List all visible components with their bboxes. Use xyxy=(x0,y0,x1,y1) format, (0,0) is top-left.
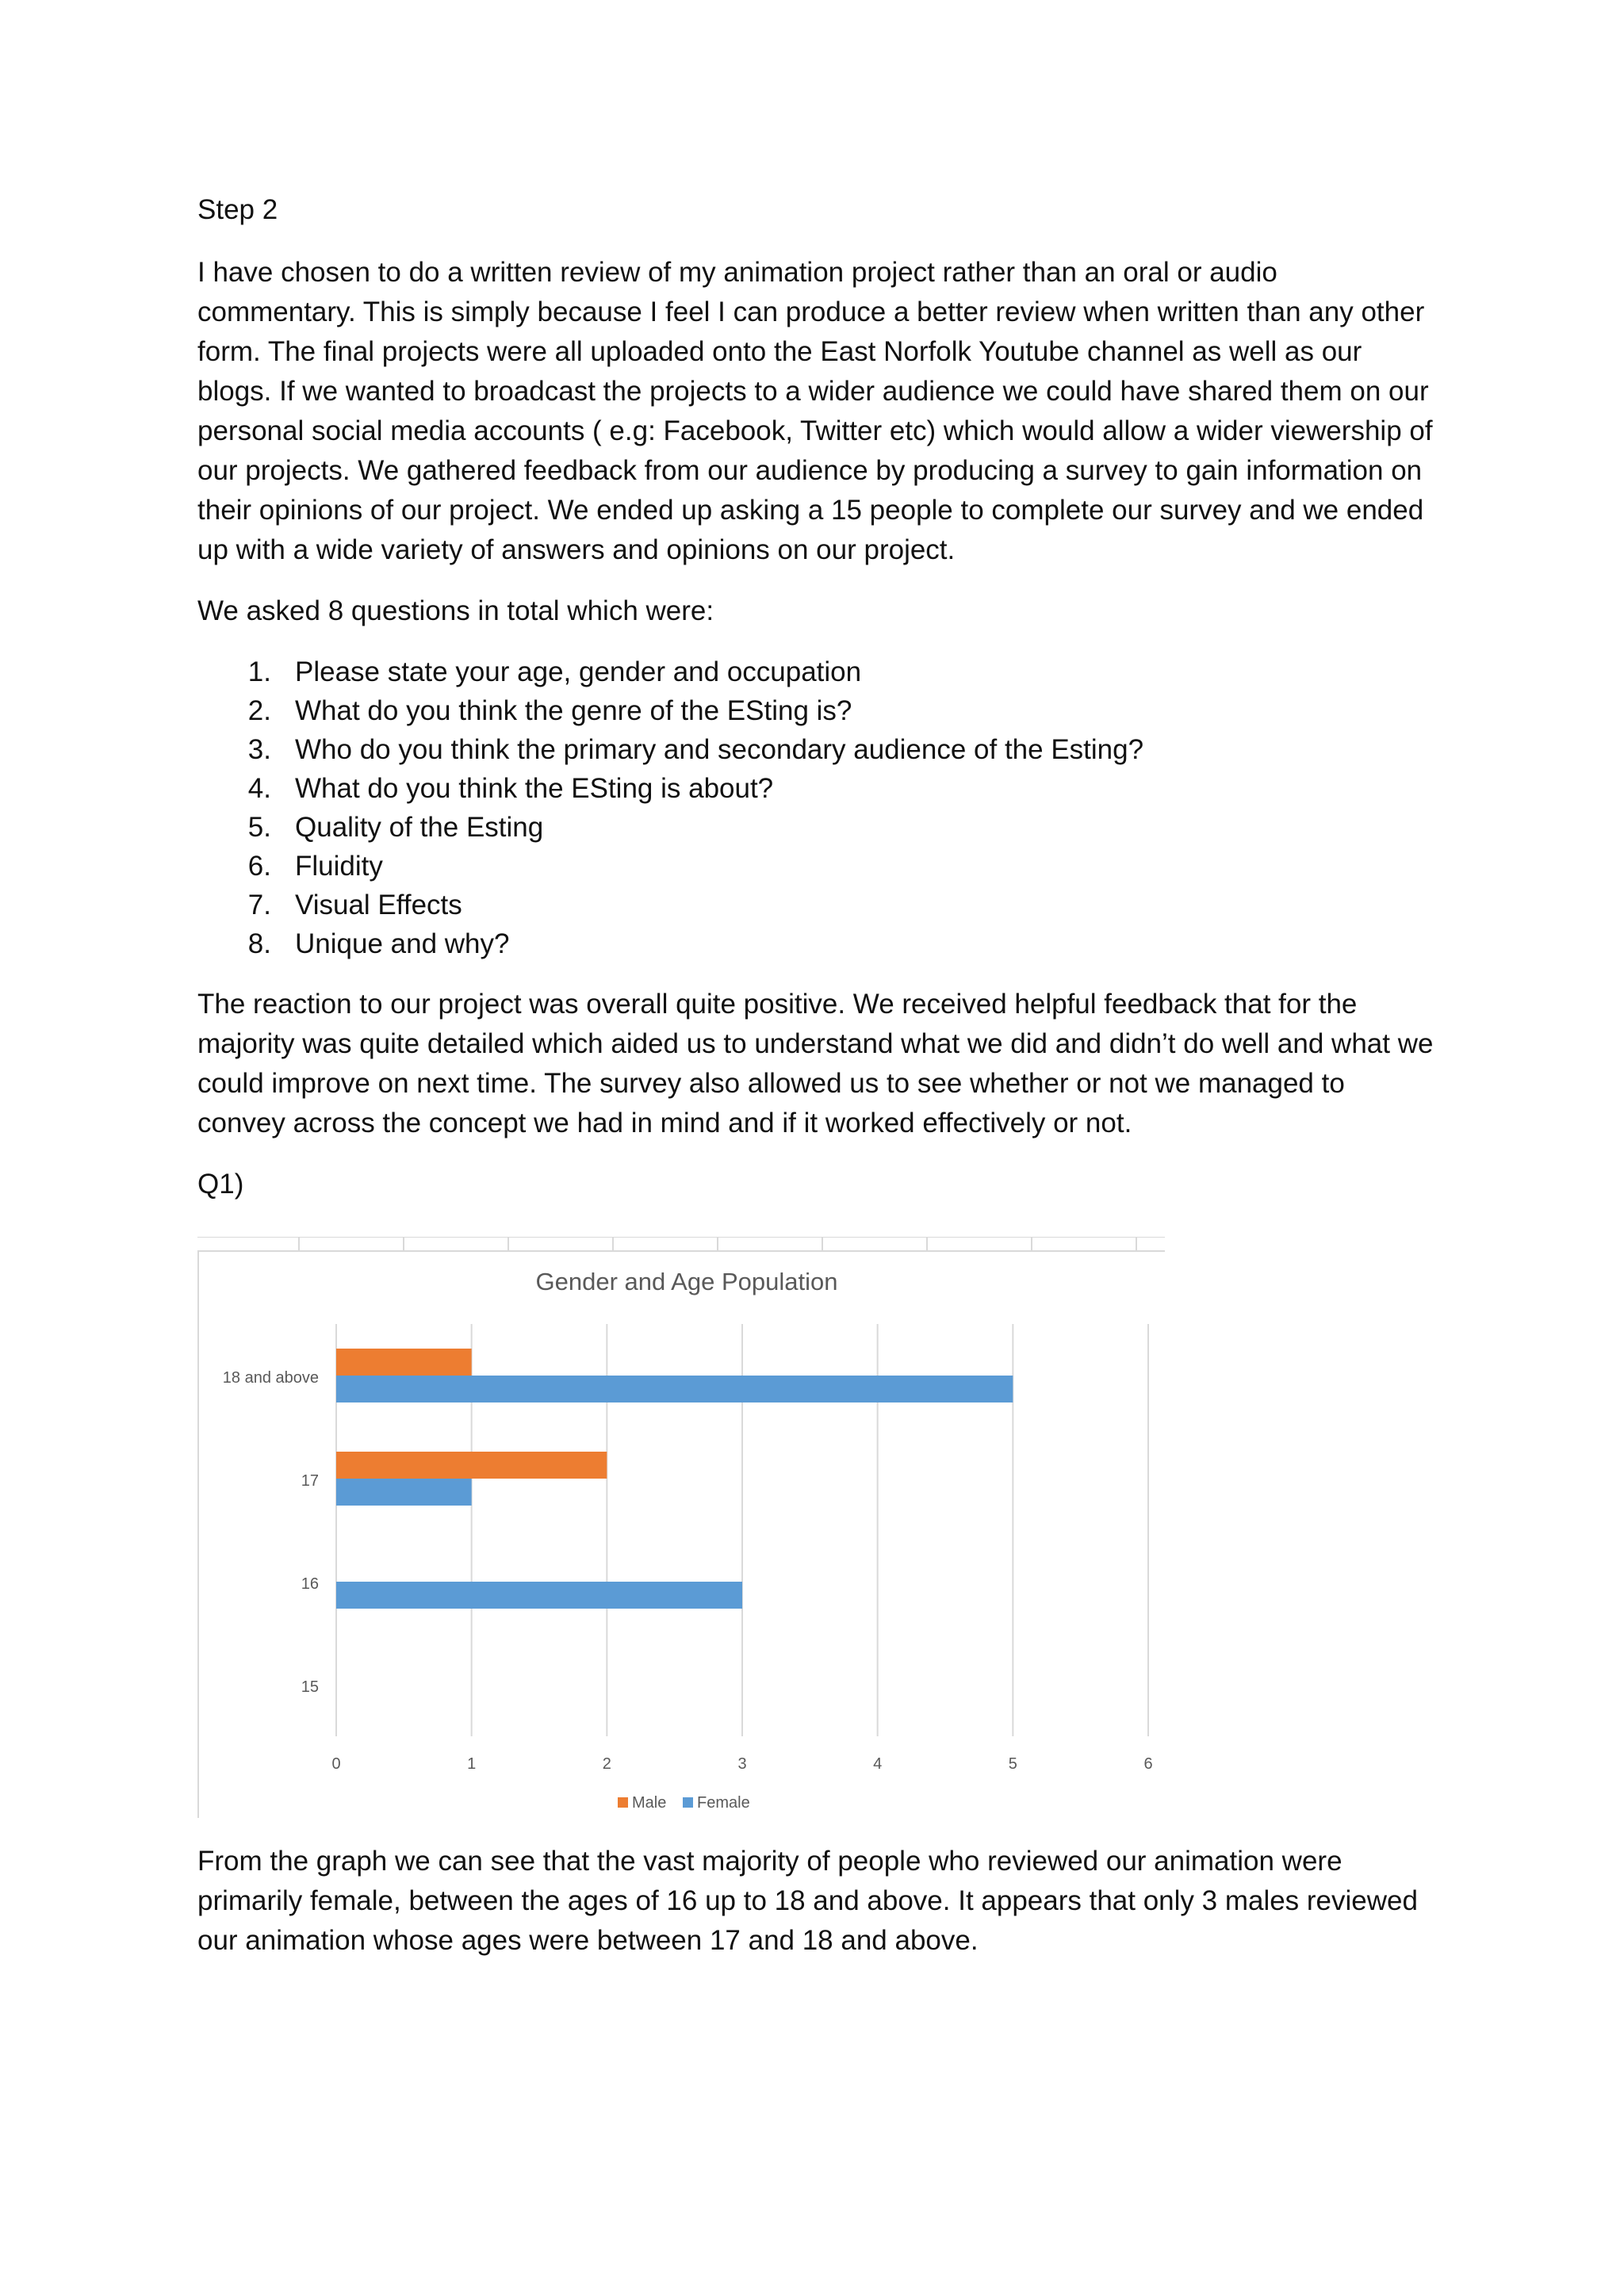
legend-label: Female xyxy=(697,1794,750,1812)
question-text: Unique and why? xyxy=(295,928,510,959)
bar-male-18-and-above xyxy=(336,1349,472,1376)
list-item xyxy=(197,769,1434,808)
list-item xyxy=(197,691,1434,730)
graph-conclusion: From the graph we can see that the vast majority of people who reviewed our animation were primarily female, between the ages of 16 up to 18 and above. It appears that only 3 males reviewed our animation whose ages were between 17 and 18 and above. xyxy=(197,1846,1418,1956)
conclusion-section xyxy=(197,1842,1434,1982)
question-text: Who do you think the primary and secondary audience of the Esting? xyxy=(295,734,1144,765)
x-tick-label: 2 xyxy=(602,1755,611,1773)
intro-paragraph: I have chosen to do a written review of my animation project rather than an oral or audio commentary. This is simply because I feel I can produce a better review when written than any other form. The final projects were all uploaded onto the East Norfolk Youtube channel as well as our blogs. If we wanted to broadcast the projects to a wider audience we could have shared them on our personal social media accounts ( e.g: Facebook, Twitter etc) which would allow a wider viewership of our projects. We gathered feedback from our audience by producing a survey to gain information on their opinions of our project. We ended up asking a 15 people to complete our survey and we ended up with a wide variety of answers and opinions on our project. xyxy=(197,257,1433,565)
x-tick-label: 6 xyxy=(1143,1755,1153,1773)
question-text: Please state your age, gender and occupation xyxy=(295,656,862,687)
reaction-paragraph: The reaction to our project was overall quite positive. We received helpful feedback that for the majority was quite detailed which aided us to understand what we did and didn’t do well and what we could improve on next time. The survey also allowed us to see whether or not we managed to convey across the concept we had in mind and if it worked effectively or not. xyxy=(197,989,1434,1138)
bar-female-16 xyxy=(336,1582,742,1609)
list-item xyxy=(197,847,1434,886)
question-number: 5. xyxy=(247,812,271,843)
ruler-ticks xyxy=(299,1237,1136,1251)
category-label: 15 xyxy=(301,1678,319,1696)
question-number: 4. xyxy=(247,773,271,804)
legend-label: Male xyxy=(632,1794,667,1812)
question-number: 3. xyxy=(247,734,271,765)
legend-swatch xyxy=(683,1797,693,1808)
bar-female-18-and-above xyxy=(336,1376,1013,1402)
questions-list xyxy=(197,652,1434,963)
list-item xyxy=(197,886,1434,924)
x-tick-label: 4 xyxy=(873,1755,883,1773)
q1-label: Q1) xyxy=(197,1169,244,1200)
question-number: 2. xyxy=(247,695,271,726)
tick-labels xyxy=(331,1755,1152,1773)
bar-male-17 xyxy=(336,1452,607,1479)
step-heading: Step 2 xyxy=(197,194,278,225)
list-item xyxy=(197,730,1434,769)
question-text: Fluidity xyxy=(295,851,383,882)
chart-title: Gender and Age Population xyxy=(535,1268,838,1295)
category-label: 16 xyxy=(301,1575,319,1593)
legend-swatch xyxy=(618,1797,628,1808)
question-text: What do you think the ESting is about? xyxy=(295,773,774,804)
list-item xyxy=(197,924,1434,963)
bars xyxy=(336,1349,1013,1609)
question-text: Quality of the Esting xyxy=(295,812,544,843)
gender-age-chart xyxy=(197,1237,1165,1818)
question-number: 6. xyxy=(247,851,271,882)
category-labels xyxy=(223,1369,319,1696)
question-number: 1. xyxy=(247,656,271,687)
question-number: 7. xyxy=(247,890,271,920)
x-tick-label: 3 xyxy=(737,1755,747,1773)
bar-female-17 xyxy=(336,1479,472,1506)
question-text: Visual Effects xyxy=(295,890,462,920)
chart-svg xyxy=(197,1237,1165,1818)
chart-legend xyxy=(618,1794,750,1812)
question-number: 8. xyxy=(247,928,271,959)
x-tick-label: 5 xyxy=(1008,1755,1017,1773)
x-tick-label: 0 xyxy=(331,1755,341,1773)
list-item xyxy=(197,652,1434,691)
question-text: What do you think the genre of the ESting is? xyxy=(295,695,852,726)
list-item xyxy=(197,808,1434,847)
category-label: 17 xyxy=(301,1472,319,1490)
document-body xyxy=(197,190,1434,1227)
category-label: 18 and above xyxy=(222,1369,319,1387)
questions-intro: We asked 8 questions in total which were: xyxy=(197,595,714,626)
x-tick-label: 1 xyxy=(467,1755,477,1773)
